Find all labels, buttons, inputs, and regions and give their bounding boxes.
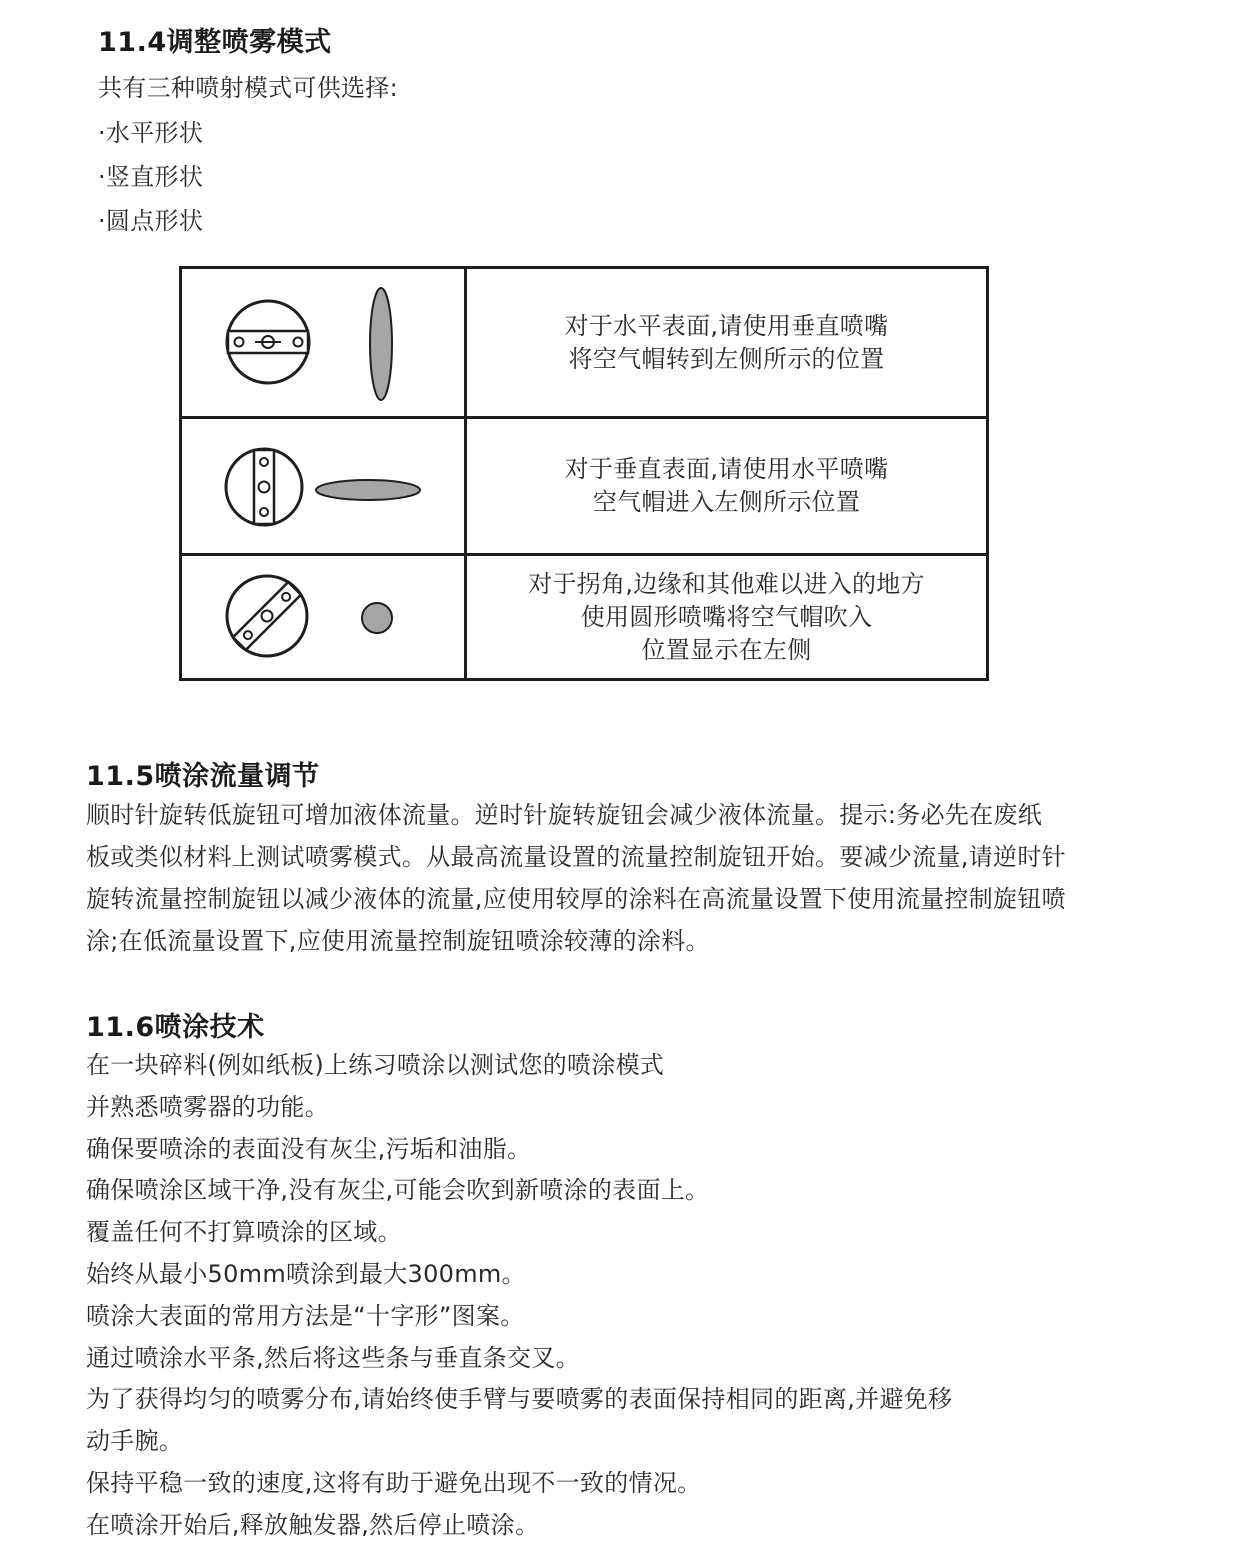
technique-line: 为了获得均匀的喷雾分布,请始终使手臂与要喷雾的表面保持相同的距离,并避免移 <box>86 1385 953 1414</box>
technique-line: 并熟悉喷雾器的功能。 <box>86 1092 329 1121</box>
description-line: 将空气帽转到左侧所示的位置 <box>568 344 885 373</box>
technique-line: 保持平稳一致的速度,这将有助于避免出现不一致的情况。 <box>86 1468 702 1497</box>
bullet-vertical: ·竖直形状 <box>98 163 204 191</box>
spray-mode-figure-cell <box>181 268 466 418</box>
horizontal-spray-pattern-icon <box>316 480 420 500</box>
bullet-round: ·圆点形状 <box>98 207 204 235</box>
technique-line: 在一块碎料(例如纸板)上练习喷涂以测试您的喷涂模式 <box>86 1051 665 1079</box>
section-11-5-body: 顺时针旋转低旋钮可增加液体流量。逆时针旋转旋钮会减少液体流量。提示:务必先在废纸板或类似材料上测试喷雾模式。从最高流量设置的流量控制旋钮开始。要减少流量,请逆时针旋转流量控制旋钮以减少液体的流量,应使用较厚的涂料在高流量设置下使用流量控制旋钮喷涂;在低流量设置下,应使用流量控制旋钮喷涂较薄的涂料。 <box>86 801 1066 955</box>
horizontal-slot-aircap-icon <box>227 301 309 383</box>
technique-line: 动手腕。 <box>86 1427 184 1456</box>
section-11-5-title: 11.5喷涂流量调节 <box>86 761 320 792</box>
description-line: 使用圆形喷嘴将空气帽吹入 <box>580 602 873 631</box>
section-11-6-body <box>86 1045 1086 1547</box>
spray-mode-figure <box>182 556 464 678</box>
technique-line: 确保喷涂区域干净,没有灰尘,可能会吹到新喷涂的表面上。 <box>86 1176 710 1205</box>
spray-mode-figure-cell <box>181 555 466 680</box>
technique-line: 始终从最小50mm喷涂到最大300mm。 <box>86 1259 526 1288</box>
spray-mode-figure <box>182 269 464 416</box>
description-line: 对于拐角,边缘和其他难以进入的地方 <box>528 569 925 598</box>
spray-mode-description <box>466 268 988 418</box>
bullet-horizontal: ·水平形状 <box>98 119 204 147</box>
round-spray-pattern-icon <box>362 603 392 633</box>
technique-line: 喷涂大表面的常用方法是“十字形”图案。 <box>86 1301 525 1330</box>
spray-mode-figure <box>182 419 464 553</box>
technique-line: 在喷涂开始后,释放触发器,然后停止喷涂。 <box>86 1510 540 1539</box>
spray-mode-description <box>466 555 988 680</box>
spray-mode-figure-cell <box>181 418 466 555</box>
technique-line: 通过喷涂水平条,然后将这些条与垂直条交叉。 <box>86 1343 580 1372</box>
diagonal-slot-aircap-icon <box>227 576 307 656</box>
technique-line: 确保要喷涂的表面没有灰尘,污垢和油脂。 <box>86 1134 532 1163</box>
technique-line: 覆盖任何不打算喷涂的区域。 <box>86 1218 402 1247</box>
description-line: 对于垂直表面,请使用水平喷嘴 <box>564 455 889 483</box>
description-line: 位置显示在左侧 <box>641 635 812 664</box>
description-line: 空气帽进入左侧所示位置 <box>592 488 861 516</box>
spray-mode-description <box>466 418 988 555</box>
section-11-4-intro: 共有三种喷射模式可供选择: <box>98 74 398 102</box>
spray-mode-row-1 <box>181 268 988 418</box>
section-11-6-title: 11.6喷涂技术 <box>86 1012 265 1043</box>
vertical-slot-aircap-icon <box>226 449 302 525</box>
description-line: 对于水平表面,请使用垂直喷嘴 <box>564 311 889 340</box>
vertical-spray-pattern-icon <box>370 288 392 400</box>
section-11-4-title: 11.4调整喷雾模式 <box>98 27 332 58</box>
spray-mode-table <box>179 266 989 681</box>
spray-mode-row-2 <box>181 418 988 555</box>
spray-mode-row-3 <box>181 555 988 680</box>
